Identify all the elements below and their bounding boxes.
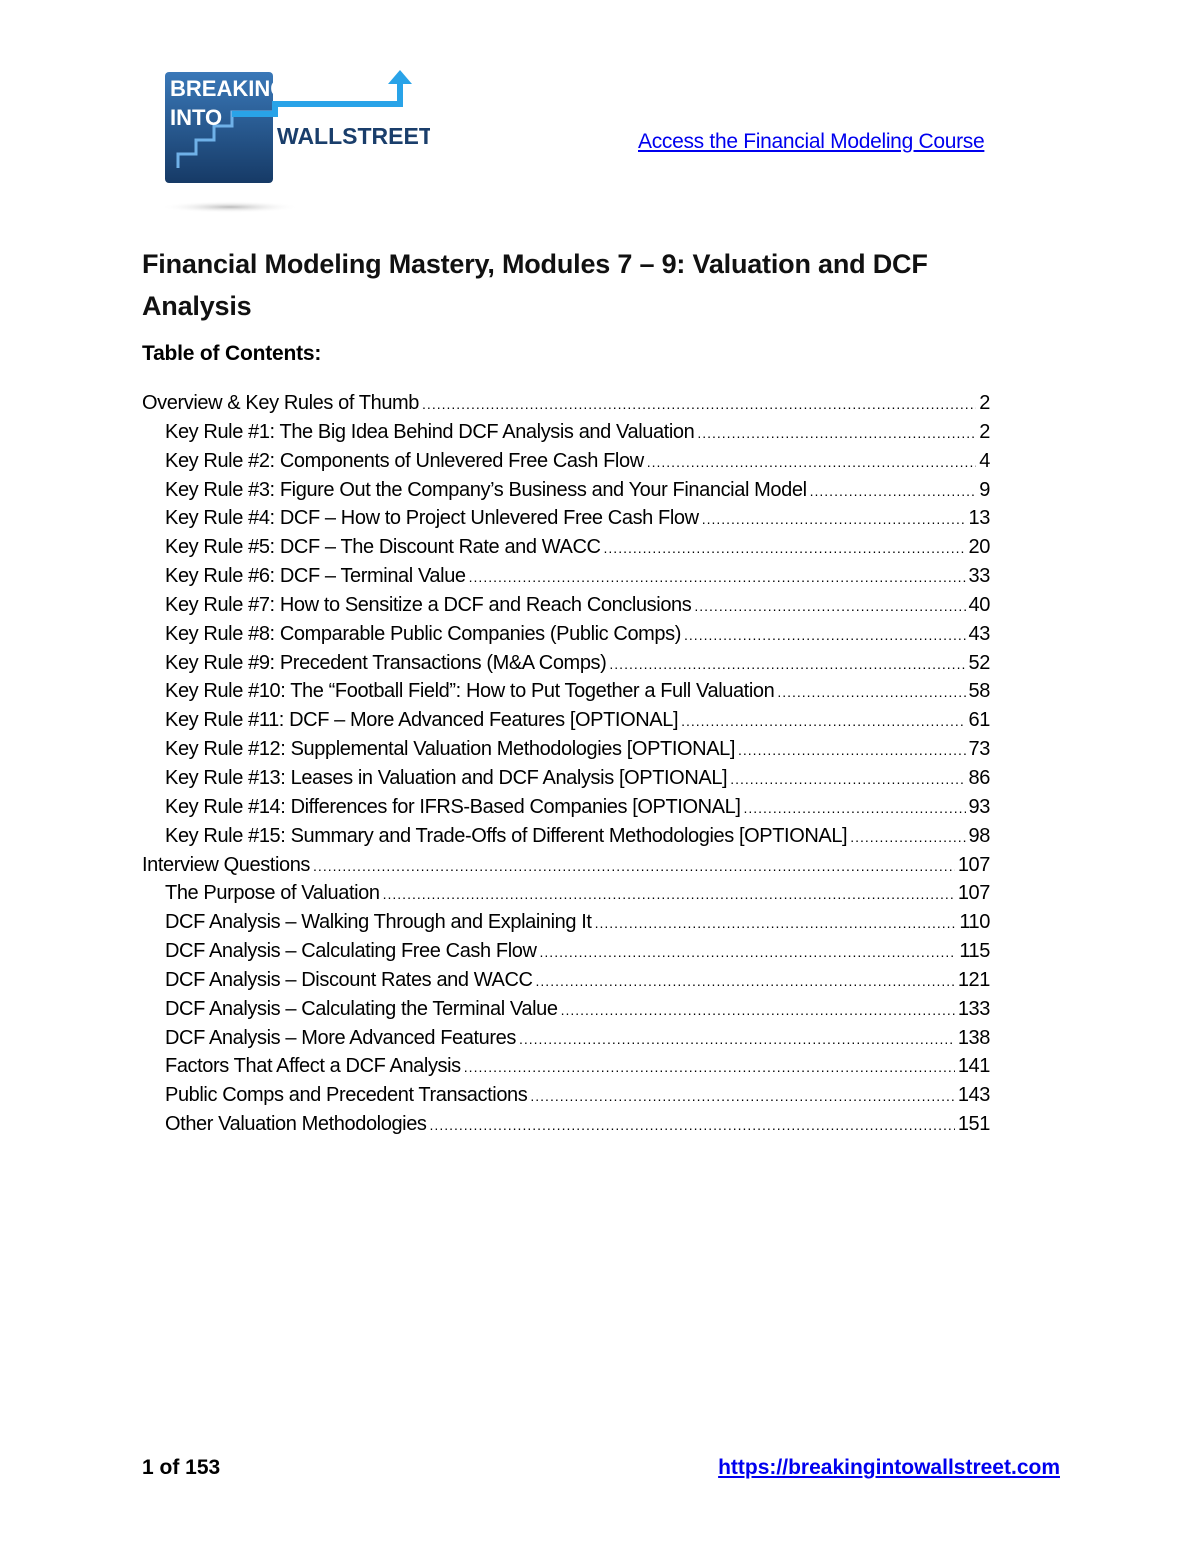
logo-text-into: INTO xyxy=(170,105,223,130)
toc-entry-label: Key Rule #7: How to Sensitize a DCF and Reach Conclusions xyxy=(165,593,692,616)
toc-entry[interactable] xyxy=(142,1055,990,1084)
toc-dot-leader xyxy=(540,944,957,960)
toc-dot-leader xyxy=(810,483,977,499)
toc-entry-page: 2 xyxy=(979,392,990,414)
toc-entry[interactable] xyxy=(142,969,990,998)
toc-entry-label: Key Rule #9: Precedent Transactions (M&A Comps) xyxy=(165,651,607,674)
toc-dot-leader xyxy=(684,627,966,643)
toc-entry-page: 151 xyxy=(957,1113,990,1136)
toc-entry-label: Public Comps and Precedent Transactions xyxy=(165,1084,528,1107)
toc-dot-leader xyxy=(730,771,965,787)
toc-entry-page: 4 xyxy=(979,449,990,472)
document-title: Financial Modeling Mastery, Modules 7 – 9: Valuation and DCF Analysis xyxy=(142,249,928,321)
toc-entry-page: 143 xyxy=(957,1084,990,1107)
toc-dot-leader xyxy=(536,973,955,989)
toc-entry-label: Key Rule #3: Figure Out the Company’s Business and Your Financial Model xyxy=(165,478,807,501)
toc-entry-page: 107 xyxy=(957,853,990,876)
toc-entry-page: 121 xyxy=(957,968,990,991)
toc-entry[interactable] xyxy=(142,854,990,883)
toc-entry[interactable] xyxy=(142,709,990,738)
toc-entry[interactable] xyxy=(142,392,990,421)
toc-entry[interactable] xyxy=(142,680,990,709)
toc-entry-label: Key Rule #5: DCF – The Discount Rate and WACC xyxy=(165,536,601,559)
toc-entry-page: 40 xyxy=(968,593,990,616)
toc-entry-page: 20 xyxy=(968,536,990,559)
toc-dot-leader xyxy=(609,656,965,672)
toc-entry-page: 2 xyxy=(979,420,990,443)
toc-entry-page: 133 xyxy=(957,997,990,1020)
toc-entry-page: 115 xyxy=(959,940,990,963)
toc-entry-page: 73 xyxy=(968,738,990,761)
toc-entry[interactable] xyxy=(142,1027,990,1056)
toc-dot-leader xyxy=(647,454,977,470)
toc-dot-leader xyxy=(519,1031,955,1047)
toc-entry-label: Key Rule #15: Summary and Trade-Offs of Different Methodologies [OPTIONAL] xyxy=(165,824,848,847)
toc-dot-leader xyxy=(561,1002,955,1018)
toc-entry[interactable] xyxy=(142,825,990,854)
toc-entry-page: 138 xyxy=(957,1026,990,1049)
toc-entry[interactable] xyxy=(142,507,990,536)
toc-entry[interactable] xyxy=(142,565,990,594)
toc-dot-leader xyxy=(694,598,965,614)
toc-entry-page: 61 xyxy=(968,709,990,732)
toc-entry[interactable] xyxy=(142,998,990,1027)
toc-dot-leader xyxy=(850,829,965,845)
logo-text-wallstreet: WALLSTREET xyxy=(277,123,430,149)
toc-entry-label: DCF Analysis – Discount Rates and WACC xyxy=(165,968,533,991)
toc-entry-label: Key Rule #13: Leases in Valuation and DCF Analysis [OPTIONAL] xyxy=(165,766,728,789)
toc-entry-label: Overview & Key Rules of Thumb xyxy=(142,392,420,414)
toc-dot-leader xyxy=(313,858,955,874)
toc-entry-label: Key Rule #2: Components of Unlevered Free Cash Flow xyxy=(165,449,644,472)
toc-entry[interactable] xyxy=(142,450,990,479)
toc-entry[interactable] xyxy=(142,1113,990,1142)
toc-entry[interactable] xyxy=(142,623,990,652)
toc-entry-page: 58 xyxy=(968,680,990,703)
toc-entry[interactable] xyxy=(142,479,990,508)
toc-entry[interactable] xyxy=(142,1084,990,1113)
toc-entry-page: 107 xyxy=(957,882,990,905)
toc-entry[interactable] xyxy=(142,767,990,796)
toc-dot-leader xyxy=(702,511,966,527)
toc-dot-leader xyxy=(777,684,965,700)
table-of-contents xyxy=(142,392,990,1142)
toc-entry-page: 9 xyxy=(979,478,990,501)
toc-entry[interactable] xyxy=(142,738,990,767)
toc-entry-label: DCF Analysis – Calculating Free Cash Flow xyxy=(165,940,537,963)
toc-heading: Table of Contents: xyxy=(142,342,322,365)
toc-entry-label: DCF Analysis – More Advanced Features xyxy=(165,1026,516,1049)
toc-entry-page: 86 xyxy=(968,766,990,789)
toc-entry[interactable] xyxy=(142,652,990,681)
toc-entry-label: Key Rule #6: DCF – Terminal Value xyxy=(165,565,466,588)
access-course-link[interactable]: Access the Financial Modeling Course xyxy=(638,130,985,153)
site-url-link[interactable]: https://breakingintowallstreet.com xyxy=(718,1456,1060,1479)
toc-entry-label: DCF Analysis – Walking Through and Explaining It xyxy=(165,911,592,934)
page-number: 1 of 153 xyxy=(142,1456,221,1479)
toc-entry[interactable] xyxy=(142,940,990,969)
toc-entry-label: The Purpose of Valuation xyxy=(165,882,380,905)
toc-entry[interactable] xyxy=(142,911,990,940)
toc-entry-label: Key Rule #4: DCF – How to Project Unlevered Free Cash Flow xyxy=(165,507,699,530)
toc-entry-page: 141 xyxy=(957,1055,990,1078)
toc-entry-page: 98 xyxy=(968,824,990,847)
toc-entry-page: 13 xyxy=(968,507,990,530)
toc-entry[interactable] xyxy=(142,882,990,911)
toc-entry-page: 93 xyxy=(968,795,990,818)
toc-entry-label: Key Rule #11: DCF – More Advanced Features [OPTIONAL] xyxy=(165,709,679,732)
toc-entry-label: DCF Analysis – Calculating the Terminal Value xyxy=(165,997,558,1020)
toc-entry[interactable] xyxy=(142,594,990,623)
toc-entry[interactable] xyxy=(142,421,990,450)
toc-dot-leader xyxy=(469,569,966,585)
toc-entry-label: Other Valuation Methodologies xyxy=(165,1113,427,1136)
toc-entry-label: Key Rule #12: Supplemental Valuation Methodologies [OPTIONAL] xyxy=(165,738,736,761)
toc-dot-leader xyxy=(383,886,955,902)
toc-entry-label: Interview Questions xyxy=(142,853,311,876)
toc-dot-leader xyxy=(430,1117,955,1133)
toc-dot-leader xyxy=(743,800,965,816)
toc-dot-leader xyxy=(697,425,976,441)
toc-dot-leader xyxy=(681,713,965,729)
toc-entry-label: Key Rule #8: Comparable Public Companies (Public Comps) xyxy=(165,622,682,645)
toc-dot-leader xyxy=(738,742,966,758)
toc-dot-leader xyxy=(422,396,976,412)
toc-entry-label: Key Rule #14: Differences for IFRS-Based Companies [OPTIONAL] xyxy=(165,795,741,818)
toc-entry-label: Key Rule #1: The Big Idea Behind DCF Analysis and Valuation xyxy=(165,420,695,443)
toc-dot-leader xyxy=(595,915,957,931)
toc-entry[interactable] xyxy=(142,536,990,565)
toc-dot-leader xyxy=(464,1059,955,1075)
toc-dot-leader xyxy=(604,540,966,556)
toc-entry-label: Key Rule #10: The “Football Field”: How to Put Together a Full Valuation xyxy=(165,680,775,703)
breaking-into-wallstreet-logo xyxy=(160,70,430,220)
toc-entry-page: 52 xyxy=(968,651,990,674)
toc-entry-page: 110 xyxy=(959,911,990,934)
toc-dot-leader xyxy=(530,1088,954,1104)
toc-entry-page: 43 xyxy=(968,622,990,645)
toc-entry-label: Factors That Affect a DCF Analysis xyxy=(165,1055,461,1078)
toc-entry[interactable] xyxy=(142,796,990,825)
logo-text-breaking: BREAKING xyxy=(170,76,288,101)
toc-entry-page: 33 xyxy=(968,565,990,588)
